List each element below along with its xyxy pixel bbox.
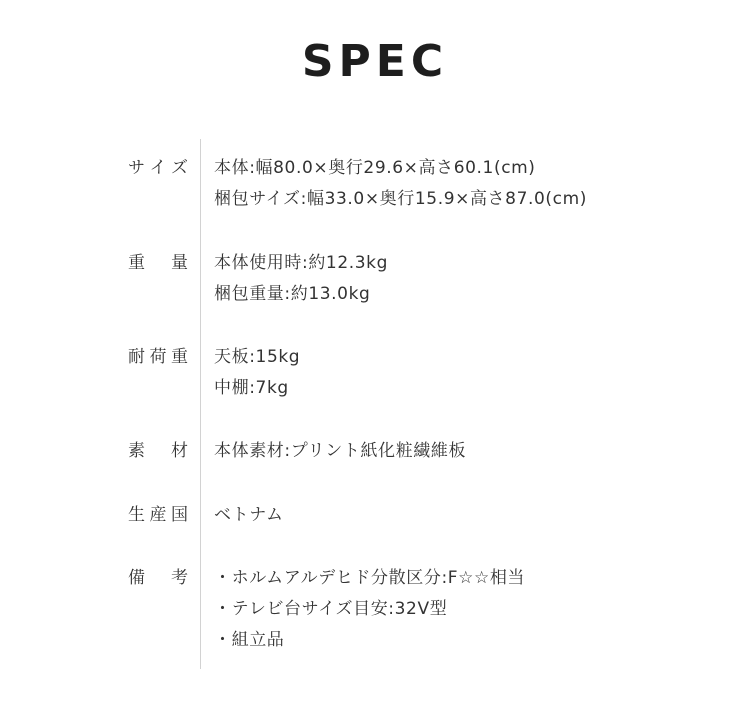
- spec-value: 本体使用時:約12.3kg: [214, 253, 389, 273]
- spec-value: ・ホルムアルデヒド分散区分:F☆☆相当: [214, 568, 526, 588]
- spec-value: 天板:15kg: [214, 347, 301, 367]
- spec-value: ・組立品: [214, 630, 285, 650]
- spec-values-remarks: [214, 568, 525, 661]
- spec-values-country: [214, 505, 284, 536]
- spec-label-remarks: 備 考: [128, 568, 188, 588]
- spec-label-weight: 重 量: [128, 253, 188, 273]
- spec-value: 梱包重量:約13.0kg: [214, 284, 371, 304]
- spec-label-material: 素 材: [128, 441, 188, 461]
- spec-values-load-capacity: [214, 347, 300, 409]
- spec-values-weight: [214, 253, 388, 315]
- page-title: SPEC: [301, 36, 449, 87]
- spec-value: 本体素材:プリント紙化粧繊維板: [214, 441, 467, 461]
- spec-values-material: [214, 441, 466, 472]
- spec-label-load-capacity: 耐 荷 重: [128, 347, 188, 367]
- spec-values-size: [214, 158, 587, 220]
- spec-label-country: 生 産 国: [128, 505, 188, 525]
- spec-value: ・テレビ台サイズ目安:32V型: [214, 599, 448, 619]
- spec-value: ベトナム: [214, 505, 284, 525]
- spec-value: 本体:幅80.0×奥行29.6×高さ60.1(cm): [214, 158, 536, 178]
- spec-value: 中棚:7kg: [214, 378, 289, 398]
- vertical-divider: [200, 139, 201, 669]
- spec-value: 梱包サイズ:幅33.0×奥行15.9×高さ87.0(cm): [214, 189, 587, 209]
- spec-label-size: サ イ ズ: [128, 158, 188, 178]
